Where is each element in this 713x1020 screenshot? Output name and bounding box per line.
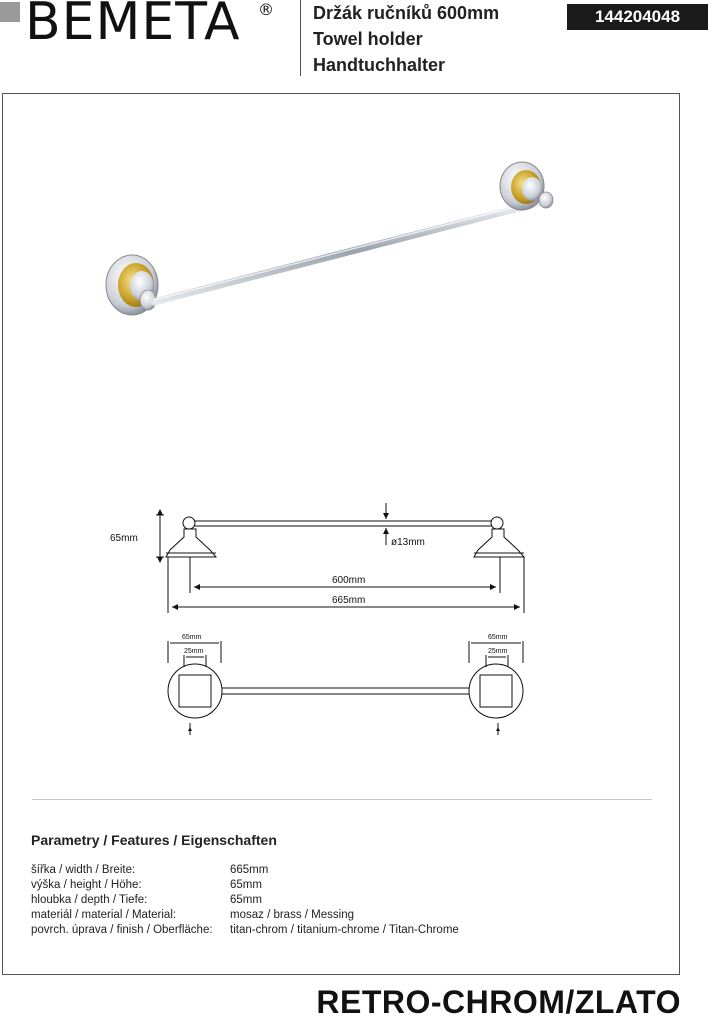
param-label: šířka / width / Breite: xyxy=(31,864,136,876)
header-divider xyxy=(300,0,301,76)
param-value: 65mm xyxy=(230,879,262,891)
width-dimension-label: 665mm xyxy=(332,595,366,606)
left-rosette-inner-label: 25mm xyxy=(184,648,204,655)
param-label: hloubka / depth / Tiefe: xyxy=(31,894,148,906)
product-titles xyxy=(313,0,499,78)
product-photo xyxy=(100,150,560,320)
param-value: 65mm xyxy=(230,894,262,906)
param-label: povrch. úprava / finish / Oberfläche: xyxy=(31,924,213,936)
param-label: výška / height / Höhe: xyxy=(31,879,142,891)
param-value: mosaz / brass / Messing xyxy=(230,909,354,921)
finish-label: RETRO-CHROM/ZLATO xyxy=(316,984,681,1020)
parameters-heading: Parametry / Features / Eigenschaften xyxy=(31,832,277,848)
title-en: Towel holder xyxy=(313,29,423,49)
title-de: Handtuchhalter xyxy=(313,55,446,75)
product-code-badge: 144204048 xyxy=(567,4,708,30)
left-rosette-outer-label: 65mm xyxy=(182,634,202,641)
diameter-dimension-label: ø13mm xyxy=(391,537,425,548)
param-value: titan-chrom / titanium-chrome / Titan-Chrome xyxy=(230,924,459,936)
towel-bar xyxy=(154,200,550,302)
param-row xyxy=(31,893,459,908)
right-rosette-outer-label: 65mm xyxy=(488,634,508,641)
param-row xyxy=(31,863,459,878)
param-row xyxy=(31,908,459,923)
length-dimension-label: 600mm xyxy=(332,575,366,586)
right-rosette-inner-label: 25mm xyxy=(488,648,508,655)
brand-logo-mark xyxy=(0,2,20,22)
height-dimension-label: 65mm xyxy=(110,533,138,544)
registered-mark: ® xyxy=(258,0,274,19)
brand-logo: BEMETA xyxy=(25,0,241,52)
parameters-table xyxy=(31,863,459,938)
param-value: 665mm xyxy=(230,864,269,876)
section-divider xyxy=(32,799,652,800)
param-row xyxy=(31,923,459,938)
title-cz: Držák ručníků 600mm xyxy=(313,3,500,23)
param-label: materiál / material / Material: xyxy=(31,909,177,921)
technical-drawing xyxy=(110,495,550,745)
left-rosette xyxy=(106,255,158,315)
param-row xyxy=(31,878,459,893)
right-rosette xyxy=(500,162,553,210)
